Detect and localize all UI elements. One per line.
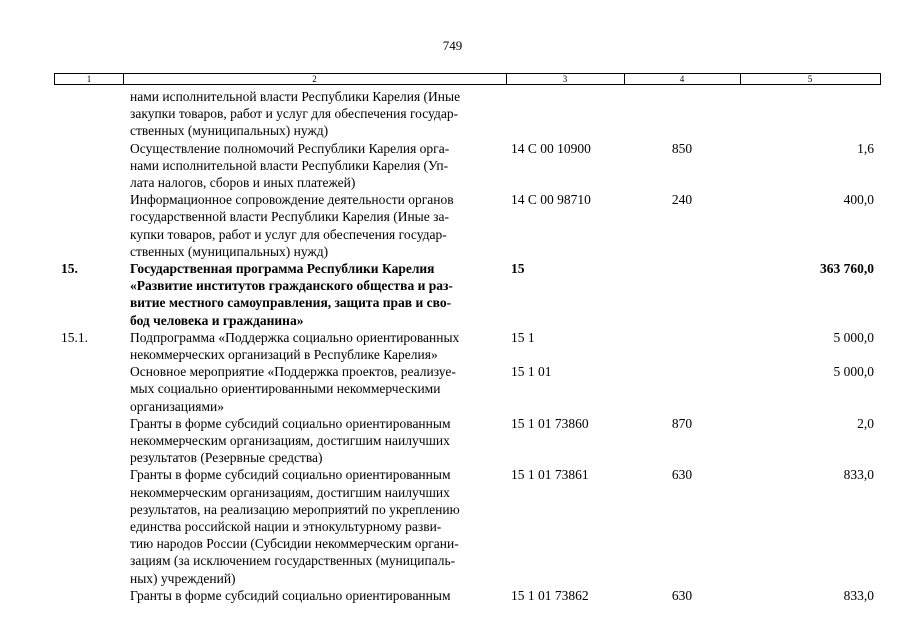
row-description	[130, 415, 502, 467]
description-line: некоммерческим организациям, достигшим наилучших	[130, 433, 450, 448]
description-line: Информационное сопровождение деятельности органов	[130, 192, 454, 208]
row-amount: 2,0	[857, 415, 874, 431]
header-col-3: 3	[562, 74, 568, 84]
row-amount: 400,0	[843, 192, 874, 208]
table-header-row	[54, 73, 881, 85]
row-number: 15.1.	[61, 329, 88, 345]
description-line: мых социально ориентированными некоммерческими	[130, 381, 441, 397]
header-col-1: 1	[86, 74, 92, 84]
row-code: 15 1 01 73861	[511, 467, 589, 483]
row-code: 14 С 00 98710	[511, 192, 591, 208]
table-row	[0, 191, 905, 260]
row-description	[130, 363, 502, 415]
row-description	[130, 140, 502, 192]
description-line: Осуществление полномочий Республики Карелия орга-	[130, 140, 450, 156]
row-description	[130, 191, 502, 260]
description-line: Государственная программа Республики Карелия	[130, 261, 435, 276]
row-code: 15 1 01 73862	[511, 587, 589, 603]
row-expense-type: 630	[671, 467, 693, 483]
row-code: 15 1 01	[511, 364, 552, 380]
description-line: Подпрограмма «Поддержка социально ориентированных	[130, 329, 460, 345]
row-amount: 363 760,0	[820, 261, 874, 276]
table-row	[0, 88, 905, 140]
description-line: единства российской нации и этнокультурному разви-	[130, 519, 442, 534]
description-line: ных) учреждений)	[130, 570, 236, 586]
table-row	[0, 363, 905, 415]
row-amount: 5 000,0	[833, 329, 874, 345]
row-code: 15	[511, 261, 525, 276]
row-expense-type: 240	[671, 192, 693, 208]
table-row	[0, 140, 905, 192]
row-code: 14 С 00 10900	[511, 140, 591, 156]
description-line: зациям (за исключением государственных (муниципаль-	[130, 553, 456, 569]
row-description	[130, 466, 502, 586]
description-line: государственной власти Республики Карелия (Иные за-	[130, 209, 449, 225]
header-col-5: 5	[807, 74, 813, 84]
description-line: «Развитие институтов гражданского общества и раз-	[130, 278, 453, 294]
row-code: 15 1	[511, 329, 535, 345]
table-row	[0, 329, 905, 363]
table-row	[0, 587, 905, 604]
description-line: Гранты в форме субсидий социально ориентированным	[130, 587, 451, 603]
row-expense-type: 850	[671, 140, 693, 156]
description-line: закупки товаров, работ и услуг для обеспечения государ-	[130, 106, 459, 122]
description-line: ственных (муниципальных) нужд)	[130, 243, 329, 259]
table-row	[0, 466, 905, 586]
row-amount: 5 000,0	[833, 364, 874, 380]
row-description	[130, 260, 502, 329]
description-line: Основное мероприятие «Поддержка проектов, реализуе-	[130, 364, 456, 380]
description-line: купки товаров, работ и услуг для обеспечения государ-	[130, 226, 447, 242]
row-number: 15.	[61, 261, 78, 276]
page-number: 749	[442, 38, 463, 53]
header-col-4: 4	[679, 74, 685, 84]
description-line: нами исполнительной власти Республики Карелия (Уп-	[130, 157, 449, 173]
row-description	[130, 88, 502, 140]
description-line: результатов, на реализацию мероприятий по укреплению	[130, 501, 460, 517]
header-col-2: 2	[312, 74, 317, 84]
row-expense-type: 630	[671, 587, 693, 603]
row-amount: 833,0	[843, 587, 874, 603]
row-description	[130, 329, 502, 363]
description-line: Гранты в форме субсидий социально ориентированным	[130, 467, 451, 483]
row-code: 15 1 01 73860	[511, 415, 589, 431]
row-expense-type: 870	[671, 415, 693, 431]
description-line: результатов (Резервные средства)	[130, 450, 323, 466]
description-line: нами исполнительной власти Республики Карелия (Иные	[130, 89, 461, 104]
row-description	[130, 587, 502, 604]
description-line: тию народов России (Субсидии некоммерческим органи-	[130, 536, 459, 552]
row-amount: 833,0	[843, 467, 874, 483]
description-line: Гранты в форме субсидий социально ориентированным	[130, 415, 451, 431]
description-line: бод человека и гражданина»	[130, 312, 304, 328]
table-row	[0, 415, 905, 467]
description-line: ственных (муниципальных) нужд)	[130, 123, 329, 139]
description-line: витие местного самоуправления, защита прав и сво-	[130, 295, 452, 311]
row-amount: 1,6	[857, 140, 874, 156]
description-line: организациями»	[130, 398, 224, 414]
description-line: некоммерческих организаций в Республике Карелия»	[130, 347, 438, 362]
description-line: некоммерческим организациям, достигшим наилучших	[130, 484, 450, 500]
description-line: лата налогов, сборов и иных платежей)	[130, 175, 356, 190]
table-row	[0, 260, 905, 329]
